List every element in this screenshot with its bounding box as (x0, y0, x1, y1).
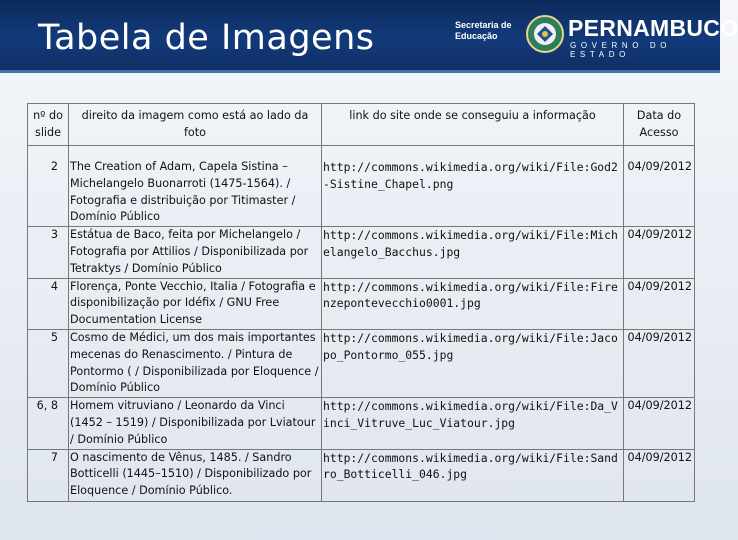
header-divider (0, 70, 720, 73)
slide-title: Tabela de Imagens (38, 18, 375, 58)
slide-number: 7 (28, 449, 69, 501)
governo-do-estado-text: GOVERNO DO ESTADO (570, 41, 672, 59)
header-image-credit: direito da imagem como está ao lado da foto (69, 104, 322, 146)
table-header-row (28, 104, 695, 146)
slide-number: 3 (28, 227, 69, 278)
slide-number: 6, 8 (28, 398, 69, 449)
image-credits-table (27, 103, 695, 502)
access-date: 04/09/2012 (624, 398, 695, 449)
source-link[interactable]: http://commons.wikimedia.org/wiki/File:Da_Vinci_Vitruve_Luc_Viatour.jpg (322, 398, 624, 449)
access-date: 04/09/2012 (624, 449, 695, 501)
access-date: 04/09/2012 (624, 329, 695, 397)
table-row (28, 449, 695, 501)
slide-number: 4 (28, 278, 69, 329)
source-link[interactable]: http://commons.wikimedia.org/wiki/File:God2-Sistine_Chapel.png (322, 146, 624, 227)
source-link[interactable]: http://commons.wikimedia.org/wiki/File:Michelangelo_Bacchus.jpg (322, 227, 624, 278)
access-date: 04/09/2012 (624, 146, 695, 227)
header-source-link: link do site onde se conseguiu a informação (322, 104, 624, 146)
image-credit: Homem vitruviano / Leonardo da Vinci (1452 – 1519) / Disponibilizada por Lviatour / Domínio Público (69, 398, 322, 449)
source-link[interactable]: http://commons.wikimedia.org/wiki/File:Jacopo_Pontormo_055.jpg (322, 329, 624, 397)
image-credit: Estátua de Baco, feita por Michelangelo / Fotografia por Attilios / Disponibilizada por Tetraktys / Domínio Público (69, 227, 322, 278)
table-row (28, 398, 695, 449)
image-credit: Cosmo de Médici, um dos mais importantes mecenas do Renascimento. / Pintura de Pontormo ( / Disponibilizada por Eloquence / Domínio Público (69, 329, 322, 397)
slide-number: 5 (28, 329, 69, 397)
table-row (28, 146, 695, 227)
pernambuco-logo-text: PERNAMBUCO (568, 15, 738, 41)
source-link[interactable]: http://commons.wikimedia.org/wiki/File:Sandro_Botticelli_046.jpg (322, 449, 624, 501)
image-credit: O nascimento de Vênus, 1485. / Sandro Botticelli (1445–1510) / Disponibilizado por Eloquence / Domínio Público. (69, 449, 322, 501)
table-row (28, 278, 695, 329)
table-row (28, 329, 695, 397)
header-access-date: Data do Acesso (624, 104, 695, 146)
image-credit: Florença, Ponte Vecchio, Italia / Fotografia e disponibilização por Idéfix / GNU Free Documentation License (69, 278, 322, 329)
access-date: 04/09/2012 (624, 227, 695, 278)
state-coat-of-arms-icon (525, 14, 565, 54)
slide-number: 2 (28, 146, 69, 227)
access-date: 04/09/2012 (624, 278, 695, 329)
table-row (28, 227, 695, 278)
source-link[interactable]: http://commons.wikimedia.org/wiki/File:Firenzepontevecchio0001.jpg (322, 278, 624, 329)
header-slide-number: nº do slide (28, 104, 69, 146)
secretaria-label: Secretaria de Educação (455, 20, 512, 41)
image-credit: The Creation of Adam, Capela Sistina – Michelangelo Buonarroti (1475-1564). / Fotografia e distribuição por Titimaster / Domínio Público (69, 146, 322, 227)
